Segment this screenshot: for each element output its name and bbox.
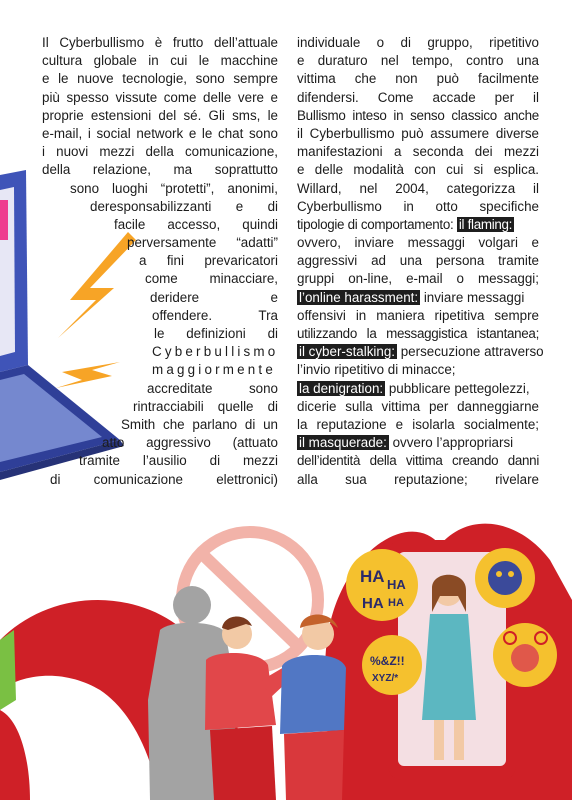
symbols-text-2: XYZ/* (372, 673, 399, 684)
text-line: proprie estensioni del sé. Gli sms, le (42, 107, 278, 123)
text-line: dicerie sulla vittima per danneggiarne (297, 398, 539, 414)
term-flaming: il flaming: (458, 216, 513, 232)
haha-text-3: HA (362, 595, 384, 612)
text-line: sono luoghi “protetti”, anonimi, (70, 180, 278, 196)
text-line: alla sua reputazione; rivelare (297, 471, 539, 487)
haha-text-2: HA (387, 577, 406, 592)
text-line: e le nuove tecnologie, sono sempre (42, 71, 278, 87)
text-line: della relazione, ma soprattutto (42, 162, 278, 178)
text-line: l’invio ripetitivo di minacce; (297, 362, 456, 378)
text-line: le definizioni di (154, 326, 278, 341)
text-fragment: pubblicare pettegolezzi, (385, 380, 530, 396)
text-line: dell’identità della vittima creando danni (297, 453, 539, 469)
text-line: i nuovi mezzi della comunicazione, (42, 144, 278, 160)
text-line: più spesso vissute come delle vere e (42, 89, 278, 105)
text-line: atto aggressivo (attuato (102, 435, 278, 451)
text-line: aggressivi ad una persona tramite (297, 253, 539, 269)
text-fragment: ovvero l’appropriarsi (388, 435, 514, 451)
haha-speech-bubble (346, 549, 418, 621)
left-text-column (0, 34, 278, 489)
text-line: maggiormente (152, 362, 276, 378)
term-masquerade: il masquerade: (299, 435, 387, 451)
haha-text-1: HA (360, 567, 385, 586)
text-line: la reputazione e isolarla socialmente; (297, 416, 539, 432)
text-line: facile accesso, quindi (114, 216, 278, 232)
masquerade-line (297, 434, 539, 452)
text-line: accreditate sono (147, 380, 278, 396)
text-line: manifestazioni a seconda dei mezzi (297, 144, 539, 160)
denigration-line (297, 380, 539, 398)
text-line: deridere e (150, 289, 278, 305)
text-line: di comunicazione elettronici) (50, 471, 278, 487)
symbols-speech-bubble (362, 635, 422, 695)
text-line: e-mail, i social network e le chat sono (42, 125, 278, 141)
text-fragment: inviare messaggi (420, 289, 525, 305)
text-line: gruppi on-line, e-mail o messaggi; (297, 271, 539, 287)
angry-face-bubble (493, 623, 557, 687)
text-line: Bullismo inteso in senso classico anche (297, 107, 539, 123)
term-denigration: la denigration: (299, 380, 384, 396)
text-line: come minacciare, (145, 271, 278, 287)
text-fragment: tipologie di comportamento: (297, 216, 457, 232)
text-line: individuale o di gruppo, ripetitivo (297, 35, 539, 50)
text-line: Willard, nel 2004, categorizza il (297, 180, 539, 196)
text-line: Cyberbullismo in otto specifiche (297, 198, 539, 214)
harassment-line (297, 289, 539, 307)
text-line: e duraturo nel tempo, contro una (297, 53, 539, 69)
stalking-line (297, 343, 544, 361)
text-line: Cyberbullismo (152, 344, 279, 360)
text-line: a fini prevaricatori (139, 253, 278, 269)
text-line: rintracciabili quelle di (133, 398, 278, 414)
text-line: cultura globale in cui le macchine (42, 53, 278, 69)
text-line: vittima che non può facilmente (297, 71, 539, 87)
term-online-harassment: l’online harassment: (299, 289, 419, 305)
text-line: utilizzando la messaggistica istantanea; (297, 326, 539, 341)
flaming-line (297, 216, 539, 234)
symbols-text-1: %&Z!! (370, 654, 405, 668)
text-line: perversamente “adatti” (127, 235, 278, 251)
term-cyber-stalking: il cyber-stalking: (299, 344, 395, 360)
text-line: deresponsabilizzanti e di (90, 198, 278, 214)
text-line: ovvero, inviare messaggi volgari e (297, 235, 539, 251)
haha-text-4: HA (388, 597, 404, 609)
text-line: offensivi in maniera ripetitiva sempre (297, 307, 539, 323)
text-line: tramite l’ausilio di mezzi (79, 453, 278, 469)
text-line: e delle modalità con cui si esplica. (297, 162, 539, 178)
text-line: Il Cyberbullismo è frutto dell’attuale (42, 35, 278, 50)
text-line: Smith che parlano di un (121, 416, 278, 432)
text-fragment: persecuzione attraverso (397, 344, 544, 360)
text-line: difendersi. Come accade per il (297, 89, 539, 105)
mocking-emoji-bubble (475, 548, 535, 608)
right-text-column (297, 34, 544, 489)
text-line: offendere. Tra (152, 307, 278, 323)
text-line: il Cyberbullismo può assumere diverse (297, 125, 539, 141)
